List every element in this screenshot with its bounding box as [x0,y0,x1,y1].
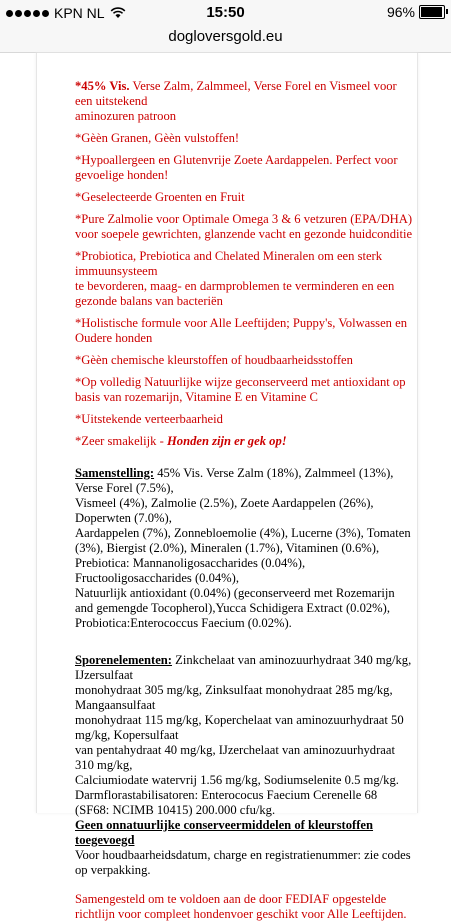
sporenelementen-label: Sporenelementen: [75,653,173,667]
address-bar[interactable]: dogloversgold.eu [168,28,283,45]
web-page[interactable] [0,53,451,921]
clock: 15:50 [206,4,245,21]
feature-item: *Zeer smakelijk - Honden zijn er gek op! [75,434,287,448]
feature-item: *Uitstekende verteerbaarheid [75,412,223,426]
feature-item: *Holistische formule voor Alle Leeftijden; Puppy's, Volwassen en Oudere honden [75,316,407,345]
battery-percent: 96% [386,4,415,20]
feature-item: *Op volledig Natuurlijke wijze geconserveerd met antioxidant op basis van rozemarijn, Vitamine E en Vitamine C [75,375,406,404]
status-bar [0,0,451,24]
sporenelementen-text: Zinkchelaat van aminozuurhydraat 340 mg/kg, IJzersulfaat monohydraat 305 mg/kg, Zinksulfaat monohydraat 285 mg/kg, Mangaansulfaat monohydraat 115 mg/kg, Koperchelaat van aminozuurhydraat 50 mg/kg, Kopersulfaat van pentahydraat 40 mg/kg, IJzerchelaat van aminozuurhydraat 310 mg/kg, Calciumiodate watervrij 1.56 mg/kg, Sodiumselenite 0.5 mg/kg. Darmflorastabilisatoren: Enterococus Faecium Cerenelle 68 (SF68: NCIMB 10415) 200.000 cfu/kg. [75,653,412,817]
feature-item: *Gèèn chemische kleurstoffen of houdbaarheidsstoffen [75,353,353,367]
feature-item: *Hypoallergeen en Glutenvrije Zoete Aardappelen. Perfect voor gevoelige honden! [75,153,398,182]
samenstelling-label: Samenstelling: [75,466,155,480]
samenstelling-section [75,466,415,631]
fediaf-note: Samengesteld om te voldoen aan de door FEDIAF opgestelde richtlijn voor compleet hondenvoer geschikt voor Alle Leeftijden. [75,892,407,921]
feature-item: *Gèèn Granen, Gèèn vulstoffen! [75,131,240,145]
feature-item: *Pure Zalmolie voor Optimale Omega 3 & 6 vetzuren (EPA/DHA) voor soepele gewrichten, glanzende vacht en gezonde huidconditie [75,212,413,241]
feature-item: *Geselecteerde Groenten en Fruit [75,190,245,204]
batch-info-text: Voor houdbaarheidsdatum, charge en registratienummer: zie codes op verpakking. [75,848,411,877]
conservation-heading: Geen onnatuurlijke conserveermiddelen of kleurstoffen toegevoegd [75,818,374,847]
feature-list [75,79,415,449]
samenstelling-text: 45% Vis. Verse Zalm (18%), Zalmmeel (13%), Verse Forel (7.5%), Vismeel (4%), Zalmolie (2.5%), Zoete Aardappelen (26%), Doperwten (7.0%), Aardappelen (7%), Zonnebloemolie (4%), Lucerne (3%), Tomaten (3%), Biergist (2.0%), Mineralen (1.7%), Vitaminen (0.6%), Prebiotica: Mannanoligosaccharides (0.04%), Fructooligosaccharides (0.04%), Natuurlijk antioxidant (0.04%) (geconserveerd met Rozemarijn and gemengde Tocopherol),Yucca Schidigera Extract (0.02%), Probiotica:Enterococcus Faecium (0.02%). [75,466,411,630]
clipped-heading [75,51,415,59]
browser-chrome [0,0,451,53]
product-description [75,53,415,922]
sporenelementen-section [75,653,415,878]
feature-item: *Probiotica, Prebiotica and Chelated Mineralen om een sterk immuunsysteem te bevorderen, maag- en darmproblemen te verminderen en een gezonde balans van bacteriën [75,249,395,308]
carrier-label: KPN NL [54,5,105,21]
feature-item: *45% Vis. Verse Zalm, Zalmmeel, Verse Forel en Vismeel voor een uitstekend aminozuren patroon [75,79,397,123]
battery-icon [419,5,445,19]
